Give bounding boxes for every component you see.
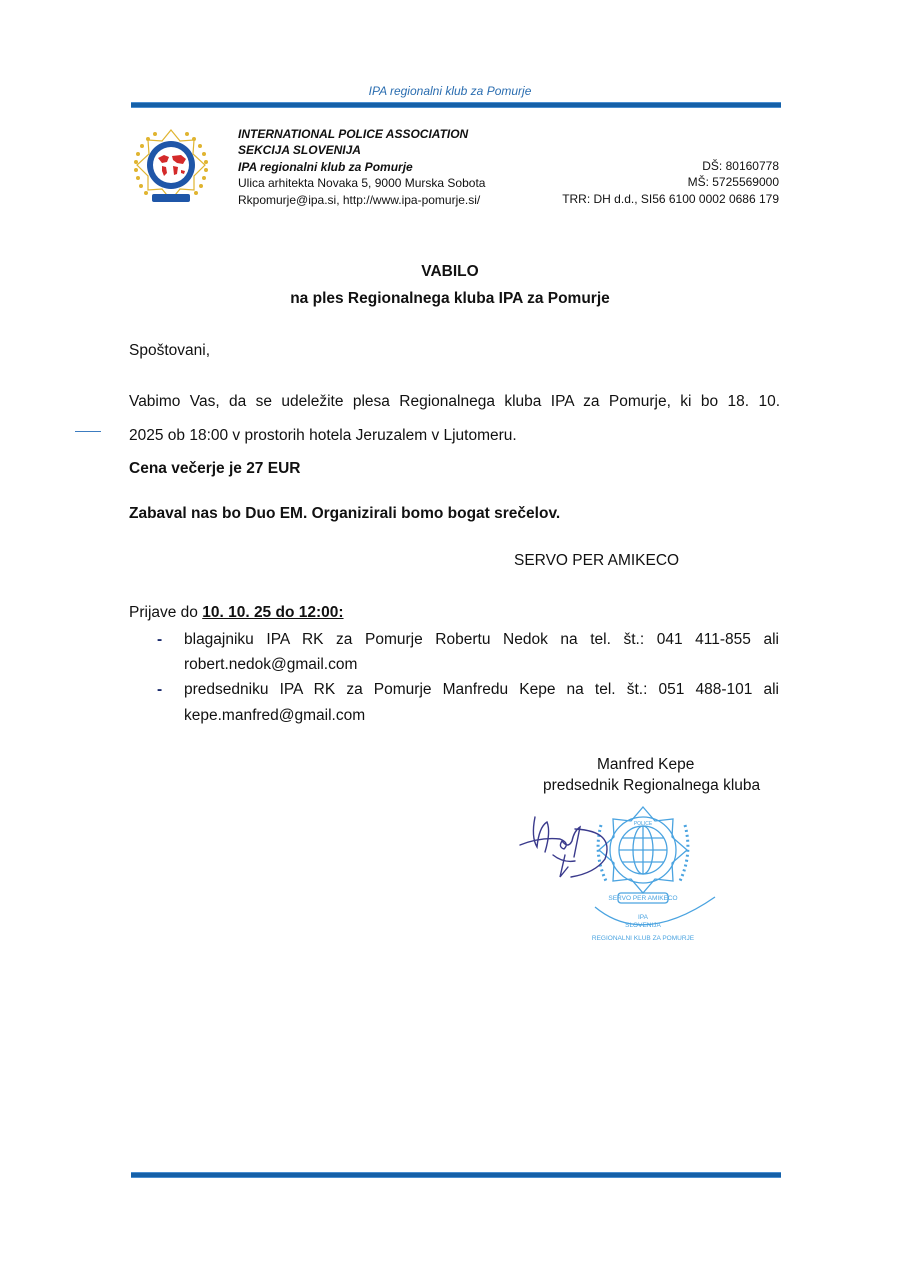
signature: [520, 817, 607, 877]
contact-treasurer-email[interactable]: robert.nedok@gmail.com: [184, 656, 358, 673]
org-name: INTERNATIONAL POLICE ASSOCIATION: [238, 127, 469, 141]
motto: SERVO PER AMIKECO: [514, 552, 680, 569]
registration-number: MŠ: 5725569000: [687, 175, 779, 190]
ipa-logo-icon: [128, 124, 214, 210]
invitation-line-2: 2025 ob 18:00 v prostorih hotela Jeruzalem v Ljutomeru.: [129, 427, 517, 444]
invitation-line-1: Vabimo Vas, da se udeležite plesa Regionalnega kluba IPA za Pomurje, ki bo 18. 10.: [129, 393, 780, 410]
footer-rule: [131, 1172, 781, 1178]
registration-ids: [562, 158, 779, 207]
bullet-dash: -: [157, 631, 163, 648]
signatory-role: predsednik Regionalnega kluba: [543, 777, 761, 794]
signature-and-stamp: [515, 795, 745, 960]
header-rule: [131, 102, 781, 108]
org-address: Ulica arhitekta Novaka 5, 9000 Murska Sobota: [238, 176, 486, 191]
stamp-icon: [595, 807, 715, 925]
org-section: SEKCIJA SLOVENIJA: [238, 143, 361, 158]
contact-president-email[interactable]: kepe.manfred@gmail.com: [184, 707, 366, 724]
dinner-price: Cena večerje je 27 EUR: [129, 460, 301, 477]
registration-deadline: [129, 604, 344, 622]
contact-treasurer-line: blagajniku IPA RK za Pomurje Robertu Nedok na tel. št.: 041 411-855 ali: [184, 631, 779, 648]
letter-subtitle: na ples Regionalnega kluba IPA za Pomurje: [290, 290, 610, 307]
letter-title: VABILO: [421, 263, 479, 280]
registration-prefix: Prijave do: [129, 604, 203, 621]
stamp-club: REGIONALNI KLUB ZA POMURJE: [591, 935, 695, 942]
stamp-police: POLICE: [633, 821, 653, 827]
greeting: Spoštovani,: [129, 342, 210, 359]
organization-block: [238, 126, 485, 208]
org-club: IPA regionalni klub za Pomurje: [238, 159, 413, 174]
bank-account: TRR: DH d.d., SI56 6100 0002 0686 179: [562, 191, 779, 206]
deadline-date: 10. 10. 25 do 12:00:: [202, 604, 344, 621]
running-header-title: IPA regionalni klub za Pomurje: [368, 84, 532, 98]
org-contact: Rkpomurje@ipa.si, http://www.ipa-pomurje.si/: [238, 192, 481, 207]
signatory-name: Manfred Kepe: [597, 756, 695, 773]
tax-number: DŠ: 80160778: [702, 159, 779, 173]
entertainment-note: Zabaval nas bo Duo EM. Organizirali bomo bogat srečelov.: [129, 505, 561, 522]
margin-mark: [75, 431, 101, 432]
stamp-slovenija: SLOVENIJA: [625, 922, 661, 929]
bullet-dash: -: [157, 681, 163, 698]
contact-president-line: predsedniku IPA RK za Pomurje Manfredu Kepe na tel. št.: 051 488-101 ali: [184, 681, 779, 698]
stamp-ipa: IPA: [638, 914, 648, 921]
stamp-motto: SERVO PER AMIKECO: [608, 895, 678, 902]
